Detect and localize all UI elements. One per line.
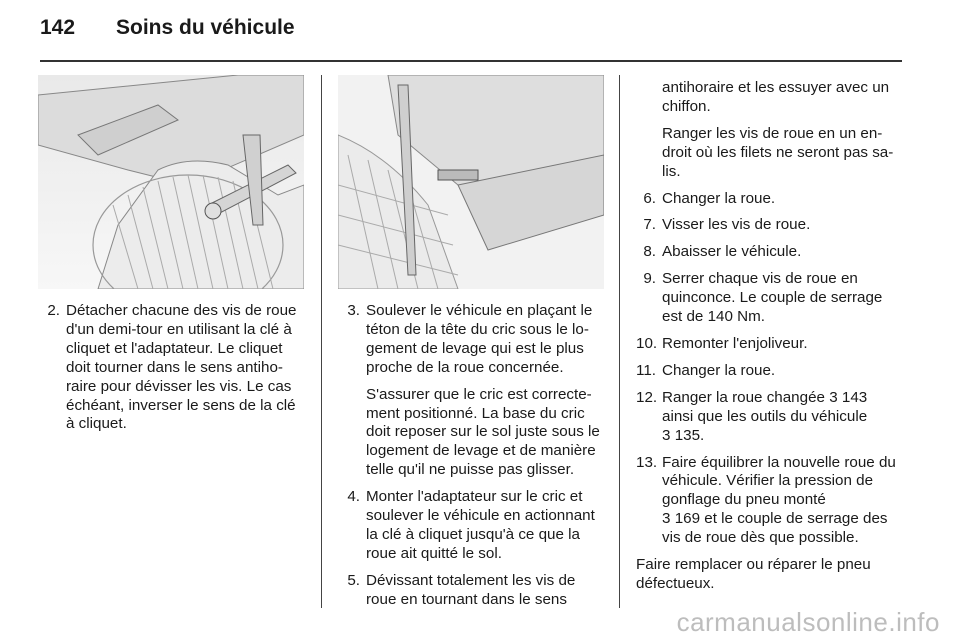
step-note: Ranger les vis de roue en un endroit où les filets ne seront pas salis. bbox=[662, 124, 894, 180]
step-number: 5. bbox=[347, 571, 360, 589]
page-ref[interactable]: 169 bbox=[674, 510, 701, 528]
step-number: 10. bbox=[636, 334, 658, 352]
step-number: 8. bbox=[643, 243, 656, 261]
step-3 bbox=[340, 302, 604, 480]
step-text: Monter l'adaptateur sur le cric et soulever le véhicule en actionnant la clé à cliquet jusqu'à ce que la roue ait quitté le sol. bbox=[366, 488, 595, 562]
page-header bbox=[40, 16, 295, 50]
page-title: Soins du véhicule bbox=[116, 16, 295, 39]
step-10 bbox=[636, 335, 902, 354]
step-number: 11. bbox=[636, 361, 656, 379]
wheel-wrench-drawing bbox=[38, 75, 304, 289]
step-5 bbox=[340, 572, 604, 610]
column-divider-1 bbox=[321, 75, 322, 608]
step-number: 4. bbox=[347, 488, 360, 506]
step-number: 7. bbox=[643, 216, 656, 234]
step-7 bbox=[636, 216, 902, 235]
step-11 bbox=[636, 362, 902, 381]
step-text: Visser les vis de roue. bbox=[662, 216, 811, 234]
step-5-continued bbox=[636, 79, 902, 182]
step-text: Ranger la roue changée bbox=[662, 388, 825, 406]
step-text: ainsi que les outils du véhicule bbox=[662, 407, 868, 425]
page-number: 142 bbox=[40, 16, 76, 39]
page-ref-icon: 3 bbox=[662, 426, 671, 444]
step-12 bbox=[636, 389, 902, 446]
step-text: Soulever le véhicule en plaçant le téton de la tête du cric sous le logement de levage qui est le plus proche de la roue concernée. bbox=[366, 302, 593, 376]
step-text: Serrer chaque vis de roue en quinconce. Le couple de serrage est de 140 Nm. bbox=[662, 270, 883, 326]
step-9 bbox=[636, 270, 902, 327]
step-note: S'assurer que le cric est correctement positionné. La base du cric doit reposer sur le sol juste sous le logement de levage et de manière telle qu'il ne puisse pas glisser. bbox=[366, 385, 600, 479]
step-number: 12. bbox=[636, 388, 658, 406]
step-number: 3. bbox=[347, 302, 360, 319]
step-text: Changer la roue. bbox=[662, 361, 776, 379]
step-13 bbox=[636, 454, 902, 549]
step-number: 13. bbox=[636, 453, 658, 471]
wheel-wrench-illustration bbox=[38, 75, 304, 289]
step-text: Abaisser le véhicule. bbox=[662, 243, 802, 261]
header-divider bbox=[40, 60, 902, 62]
step-text: Faire équilibrer la nouvelle roue du véhicule. Vérifier la pression de gonflage du pneu monté bbox=[662, 453, 896, 509]
column-2 bbox=[340, 302, 604, 618]
step-number: 2. bbox=[47, 302, 60, 319]
step-4 bbox=[340, 488, 604, 564]
step-text: Dévissant totalement les vis de roue en tournant dans le sens bbox=[366, 571, 576, 608]
column-3 bbox=[636, 79, 902, 594]
step-2 bbox=[40, 302, 304, 434]
step-number: 9. bbox=[643, 270, 656, 288]
jack-illustration bbox=[338, 75, 604, 289]
column-divider-2 bbox=[619, 75, 620, 608]
step-6 bbox=[636, 190, 902, 209]
jack-drawing bbox=[338, 75, 604, 289]
watermark: carmanualsonline.info bbox=[676, 607, 940, 637]
page-ref-icon: 3 bbox=[662, 510, 671, 528]
column-1 bbox=[40, 302, 304, 442]
closing-note: Faire remplacer ou réparer le pneu défectueux. bbox=[636, 556, 871, 592]
step-text: Remonter l'enjoliveur. bbox=[662, 334, 808, 352]
step-text: Changer la roue. bbox=[662, 189, 776, 207]
step-text: antihoraire et les essuyer avec un chiffon. bbox=[662, 79, 890, 115]
page-ref[interactable]: 143 bbox=[841, 388, 868, 406]
step-number: 6. bbox=[643, 189, 656, 207]
page-ref-icon: 3 bbox=[829, 388, 838, 406]
step-text: Détacher chacune des vis de roue d'un demi-tour en utilisant la clé à cliquet et l'adaptateur. Le cliquet doit tourner dans le sens antihoraire pour dévisser les vis. Le cas échéant, inverser le sens de la clé à cliquet. bbox=[66, 302, 297, 433]
page-ref[interactable]: 135. bbox=[674, 426, 705, 444]
step-8 bbox=[636, 243, 902, 262]
step-text: et le couple de serrage des vis de roue dès que possible. bbox=[662, 510, 888, 547]
